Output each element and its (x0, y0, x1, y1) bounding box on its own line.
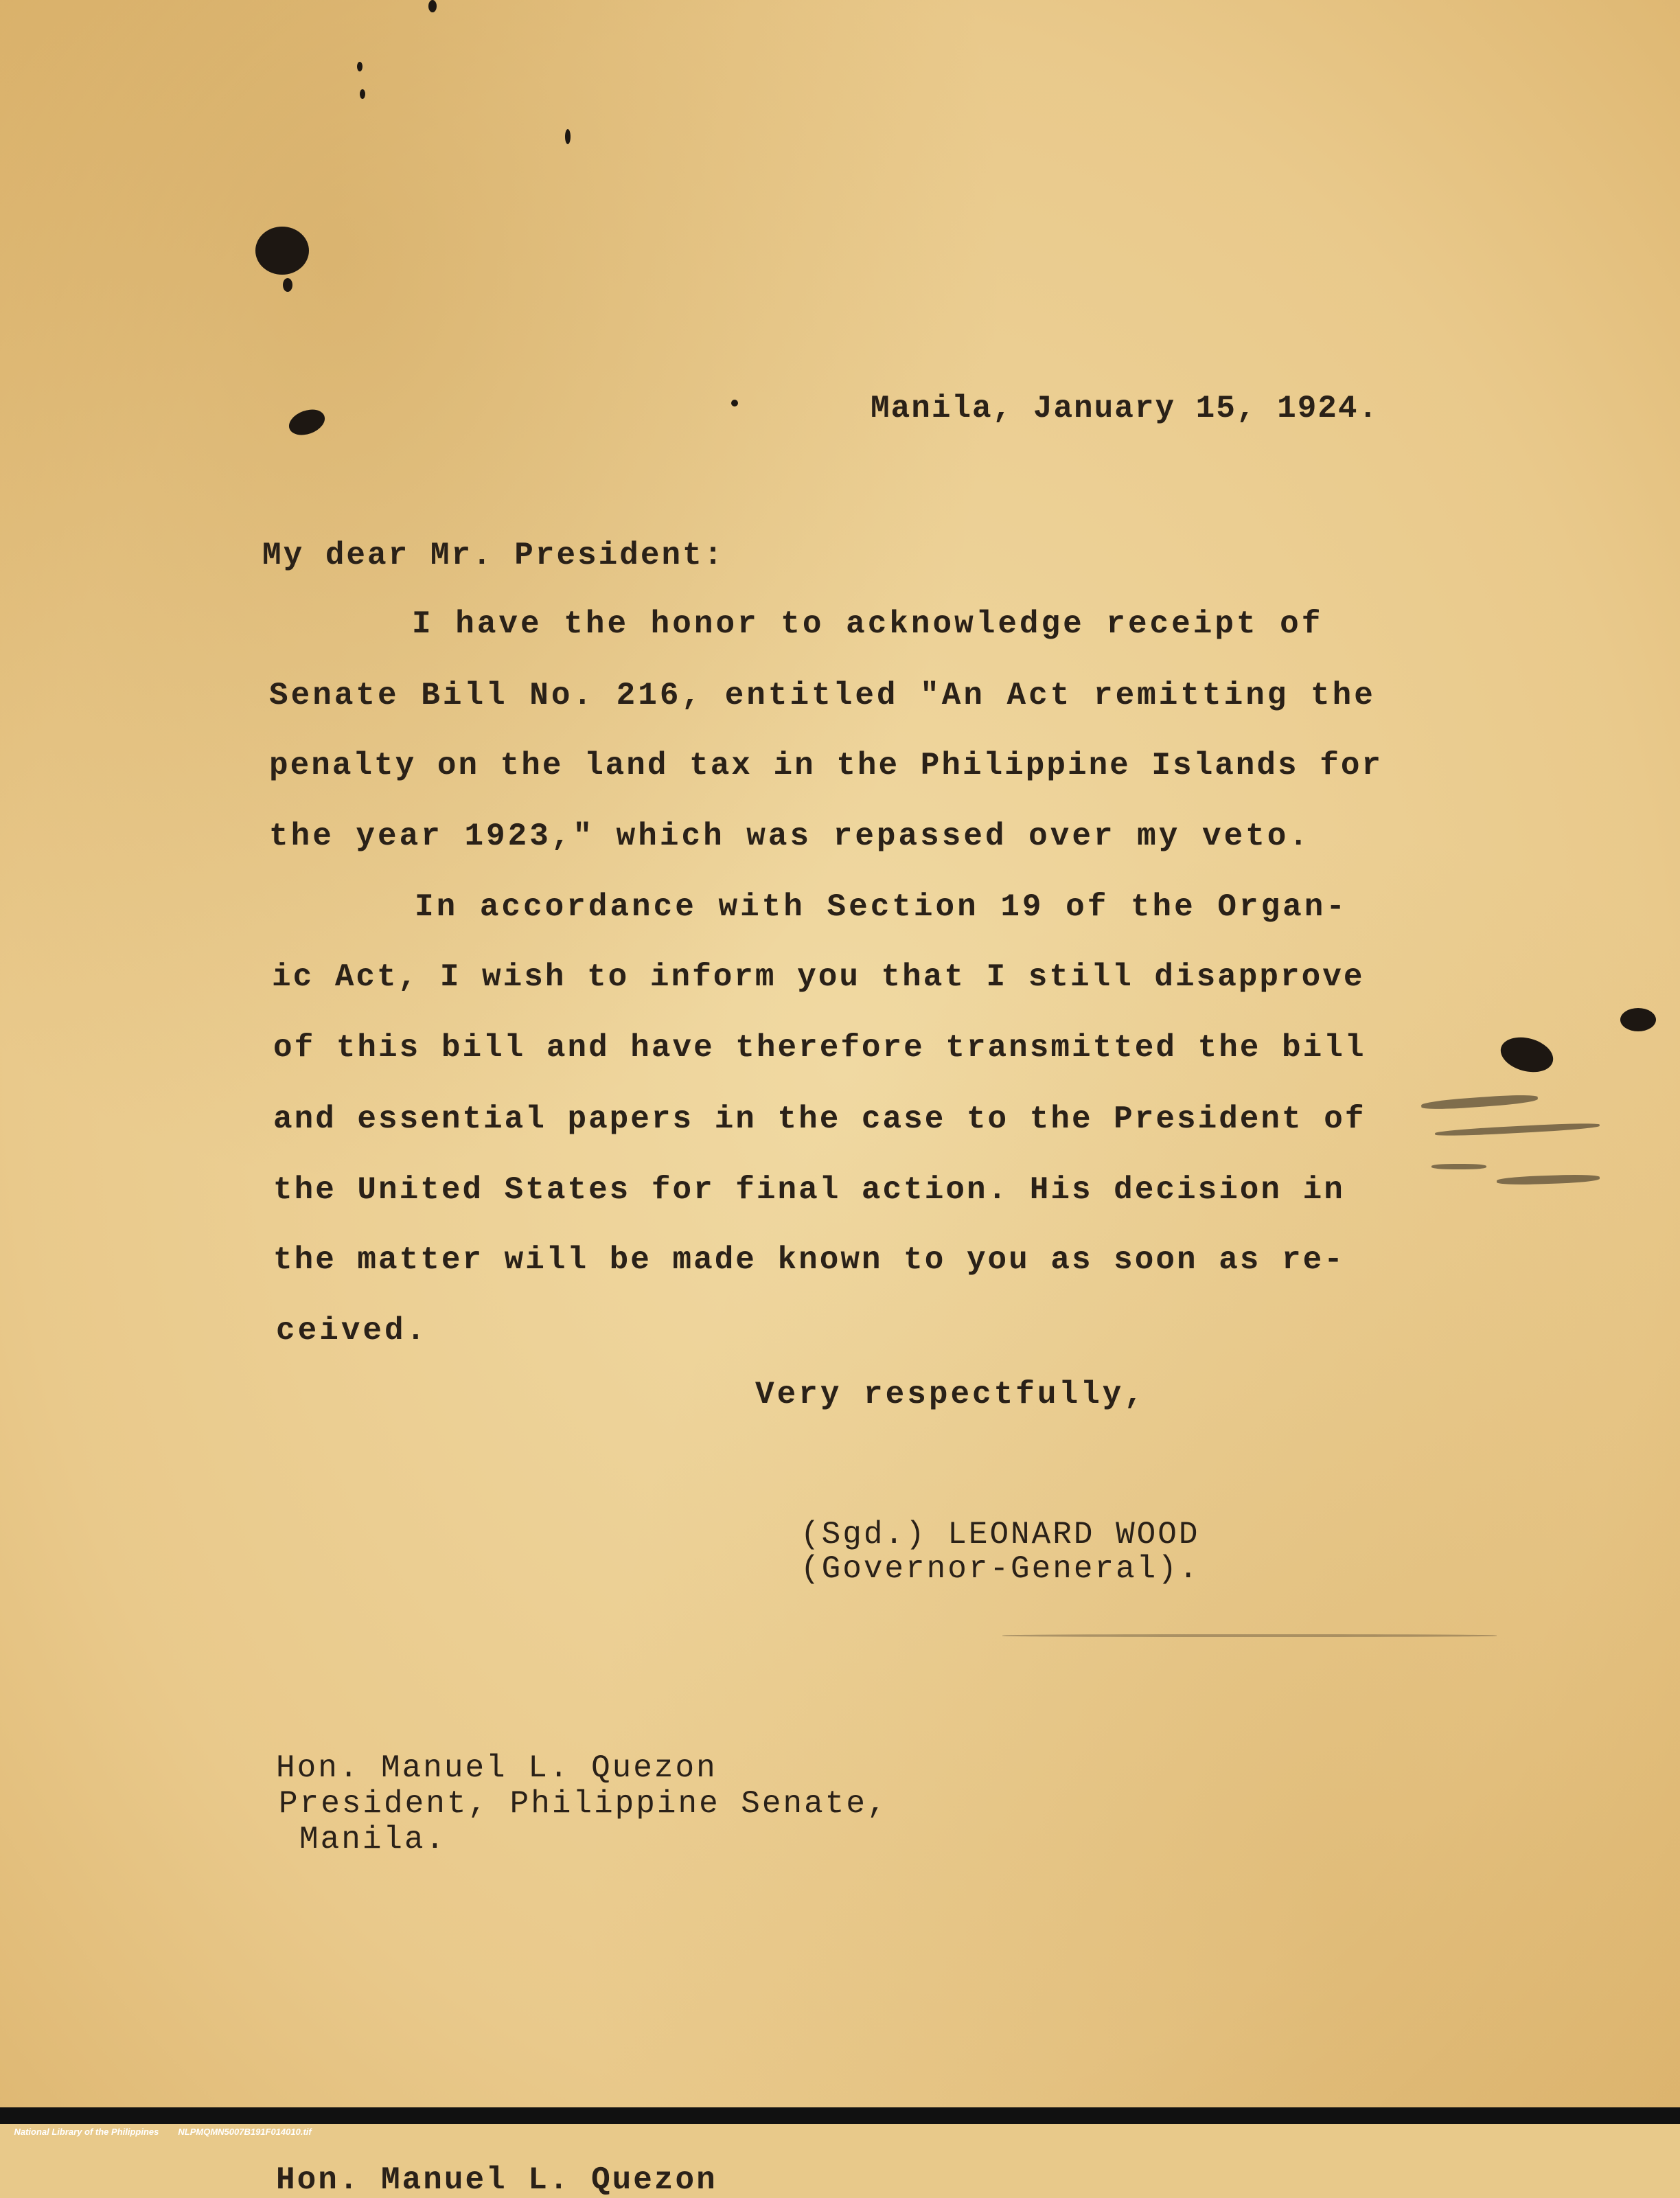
addressee-city: Manila. (299, 1822, 447, 1857)
body-line: In accordance with Section 19 of the Organ- (415, 889, 1348, 925)
ink-blot (360, 89, 365, 99)
archive-footer (0, 2107, 1680, 2137)
body-line: ceived. (276, 1313, 428, 1349)
salutation: My dear Mr. President: (262, 538, 725, 573)
signature-title: (Governor-General). (801, 1551, 1200, 1587)
ink-smudge (1421, 1093, 1539, 1111)
ink-blot (1620, 1008, 1656, 1031)
body-line: Senate Bill No. 216, entitled "An Act remitting the (269, 678, 1376, 713)
ink-blot (286, 405, 328, 439)
addressee-name: Hon. Manuel L. Quezon (276, 2162, 717, 2198)
ink-smudge (1497, 1174, 1600, 1185)
body-line: penalty on the land tax in the Philippine Islands for (269, 748, 1383, 783)
ink-smudge (1431, 1164, 1486, 1169)
closing: Very respectfully, (755, 1377, 1146, 1412)
body-line: the year 1923," which was repassed over my veto. (269, 818, 1311, 854)
body-line: the United States for final action. His decision in (273, 1172, 1345, 1208)
addressee-name: Hon. Manuel L. Quezon (276, 1750, 717, 1786)
letter-date: Manila, January 15, 1924. (871, 391, 1379, 426)
ink-blot (731, 400, 738, 407)
body-line: the matter will be made known to you as soon as re- (273, 1242, 1345, 1278)
addressee-title: President, Philippine Senate, (279, 1786, 888, 1822)
ink-blot (428, 0, 437, 12)
body-line: I have the honor to acknowledge receipt of (412, 606, 1324, 642)
body-line: and essential papers in the case to the President of (273, 1101, 1366, 1137)
body-line: ic Act, I wish to inform you that I still disapprove (272, 959, 1365, 995)
ink-blot (565, 129, 571, 144)
archive-file-reference: NLPMQMN5007B191F014010.tif (178, 2127, 312, 2137)
ink-smudge (1002, 1634, 1497, 1637)
ink-blot (1497, 1032, 1557, 1078)
archive-institution: National Library of the Philippines (14, 2127, 159, 2137)
ink-blot (283, 278, 292, 292)
ink-blot (255, 227, 309, 275)
body-line: of this bill and have therefore transmitted the bill (273, 1030, 1366, 1066)
ink-smudge (1435, 1122, 1600, 1138)
ink-blot (357, 62, 363, 71)
signature-name: (Sgd.) LEONARD WOOD (801, 1517, 1200, 1553)
